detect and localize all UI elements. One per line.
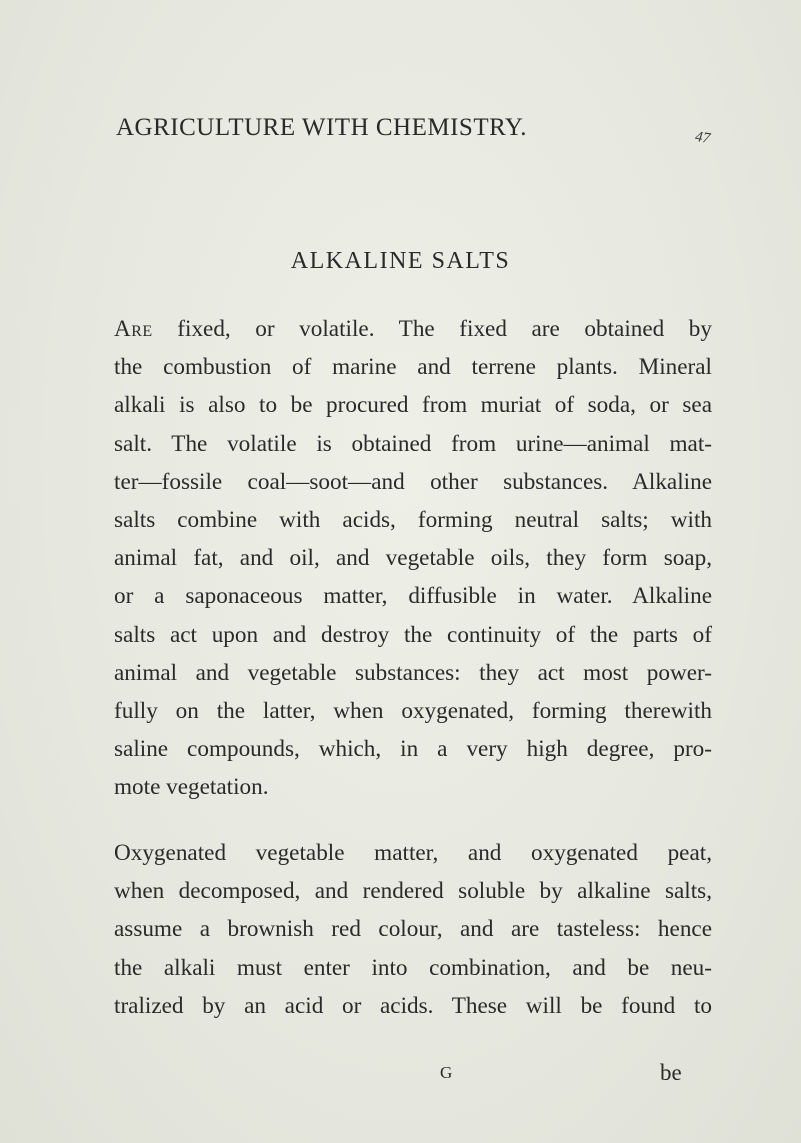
section-heading: ALKALINE SALTS xyxy=(290,248,511,274)
paragraph-line: the alkali must enter into combination, and be neu- xyxy=(114,954,712,981)
paragraph-line: salt. The volatile is obtained from urine—animal mat- xyxy=(114,430,712,457)
paragraph-line: animal and vegetable substances: they act most power- xyxy=(114,659,712,686)
paragraph-line: ter—fossile coal—soot—and other substances. Alkaline xyxy=(114,468,712,495)
paragraph-line: saline compounds, which, in a very high degree, pro- xyxy=(114,736,712,763)
paragraph-oxygenated-matter xyxy=(114,834,712,1025)
paragraph-line: animal fat, and oil, and vegetable oils, they form soap, xyxy=(114,545,712,572)
paragraph-line: salts combine with acids, forming neutral salts; with xyxy=(114,507,712,534)
running-head: AGRICULTURE WITH CHEMISTRY. xyxy=(116,114,527,141)
paragraph-alkaline-salts xyxy=(114,310,712,807)
paragraph-line: or a saponaceous matter, diffusible in water. Alkaline xyxy=(114,583,712,610)
paragraph-line: the combustion of marine and terrene plants. Mineral xyxy=(114,354,712,381)
paragraph-line: salts act upon and destroy the continuity of the parts of xyxy=(114,621,712,648)
opening-word: Are xyxy=(114,316,153,342)
catchword: be xyxy=(660,1060,682,1085)
paragraph-line: mote vegetation. xyxy=(114,774,269,801)
paragraph-line: assume a brownish red colour, and are tasteless: hence xyxy=(114,916,712,943)
signature-mark: G xyxy=(440,1063,453,1082)
paragraph-line: alkali is also to be procured from muriat of soda, or sea xyxy=(114,392,712,419)
paragraph-line: tralized by an acid or acids. These will be found to xyxy=(114,992,712,1019)
paragraph-line: fully on the latter, when oxygenated, forming therewith xyxy=(114,698,712,725)
paragraph-line: Oxygenated vegetable matter, and oxygenated peat, xyxy=(114,840,712,866)
paragraph-line: when decomposed, and rendered soluble by alkaline salts, xyxy=(114,878,712,905)
page-number: 47 xyxy=(694,129,712,147)
paragraph-line: Are fixed, or volatile. The fixed are obtained by xyxy=(114,316,712,342)
